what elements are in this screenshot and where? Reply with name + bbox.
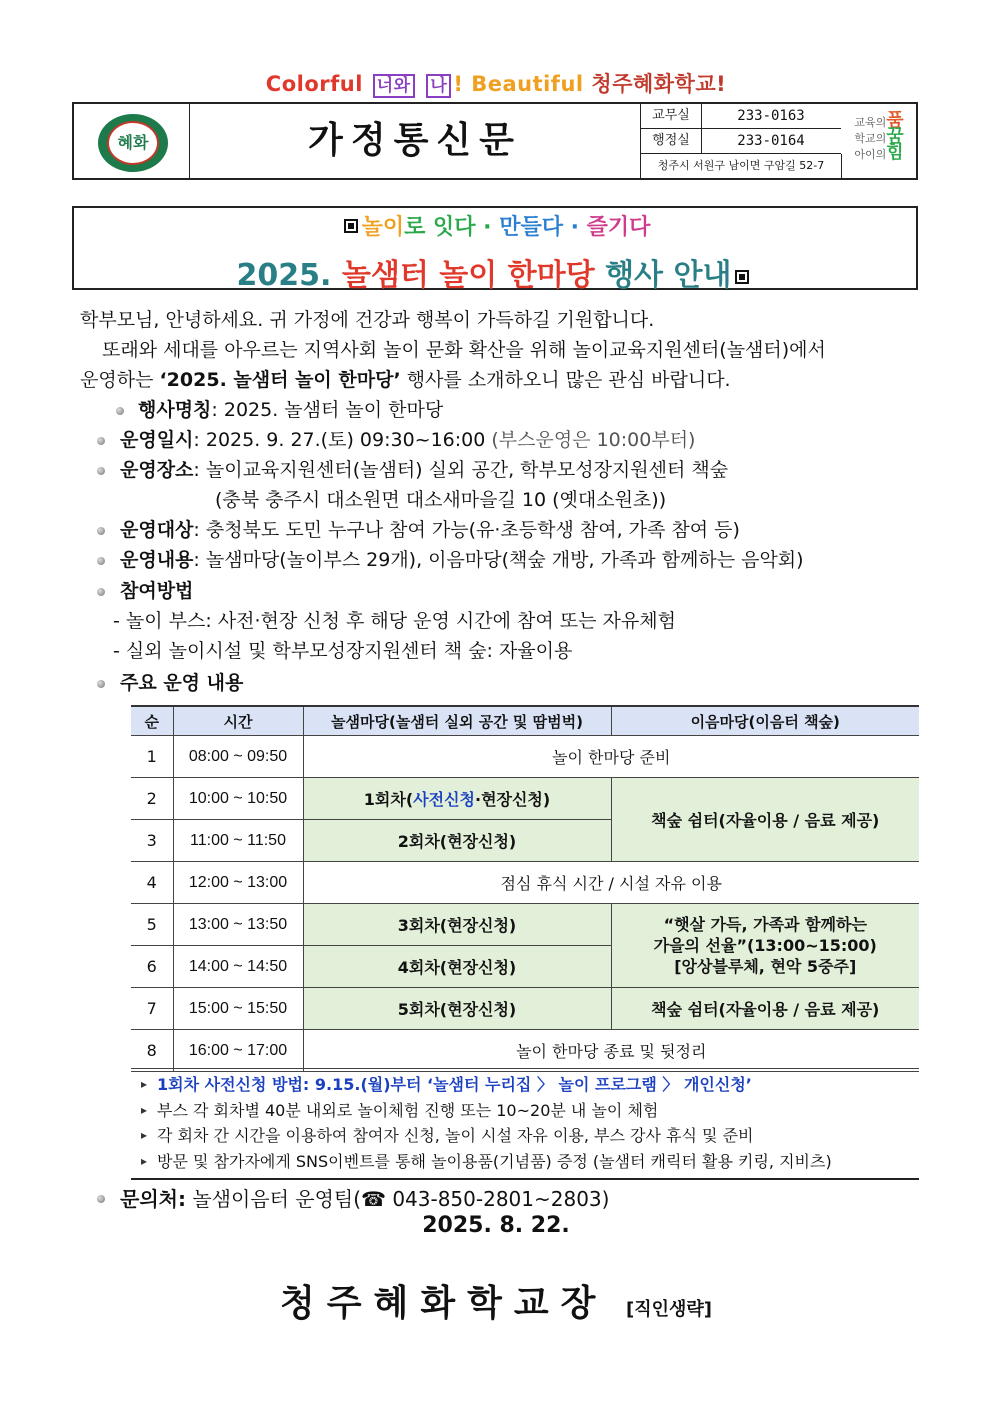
motto-line-3: 아이의: [854, 148, 887, 161]
square-bullet-icon: [735, 270, 749, 284]
slogan-beautiful: ! Beautiful: [453, 72, 584, 96]
office-row-1: [641, 104, 841, 129]
detail-schedule: 주요 운영 내용: [120, 672, 244, 694]
intro-line-2: 또래와 세대를 아우르는 지역사회 놀이 문화 확산을 위해 놀이교육지원센터(놀샘터)에서: [102, 339, 826, 361]
method-facility: - 실외 놀이시설 및 학부모성장지원센터 책 숲: 자율이용: [113, 640, 573, 662]
note-item: ▸ 각 회차 간 시간을 이용하여 참여자 신청, 놀이 시설 자유 이용, 부스 강사 휴식 및 준비: [131, 1123, 919, 1149]
motto-big-3: 힘: [886, 142, 904, 163]
seal-omitted: [직인생략]: [625, 1299, 712, 1320]
event-main-title: [74, 250, 916, 294]
table-row: [131, 736, 919, 778]
slogan-school: 청주혜화학교!: [591, 72, 727, 96]
row-no: 1: [131, 736, 173, 778]
bullet-icon: [97, 437, 105, 445]
office-phone-1: 233-0163: [737, 108, 805, 124]
col-header-no: 순: [131, 706, 173, 736]
table-header-row: [131, 706, 919, 736]
schedule-notes: [131, 1068, 919, 1180]
school-motto: [842, 104, 916, 178]
detail-place: 운영장소: 놀이교육지원센터(놀샘터) 실외 공간, 학부모성장지원센터 책숲: [120, 459, 729, 481]
row-time: 16:00 ~ 17:00: [173, 1030, 303, 1072]
row-merged: 놀이 한마당 준비: [303, 736, 919, 778]
intro-event-name: ‘2025. 놀샘터 놀이 한마당’: [159, 369, 401, 391]
contact-value: 놀샘이음터 운영팀(☎ 043-850-2801~2803): [185, 1187, 610, 1211]
letter-header: [72, 102, 918, 180]
motto-big-1: 품: [886, 110, 904, 131]
bullet-icon: [97, 557, 105, 565]
motto-big-2: 꿈: [886, 126, 904, 147]
office-label-1: 교무실: [641, 104, 702, 128]
motto-line-2: 학교의: [854, 132, 887, 145]
slogan-colorful: Colorful: [265, 72, 363, 96]
table-row: [131, 862, 919, 904]
logo-text: 혜화: [107, 121, 159, 165]
concert-line-1: “햇살 가득, 가족과 함께하는: [663, 915, 867, 934]
row-playground: 2회차(현장신청): [303, 820, 611, 862]
detail-date: 운영일시: 2025. 9. 27.(토) 09:30~16:00 (부스운영은 10:00부터): [120, 429, 696, 451]
subtitle-sep: ·: [562, 215, 587, 240]
col-header-bookforest: 이음마당(이음터 책숲): [611, 706, 919, 736]
pre-registration: 사전신청: [413, 790, 475, 809]
note-item: ▸ 방문 및 참가자에게 SNS이벤트를 통해 놀이용품(기념품) 증정 (놀샘터 캐릭터 활용 키링, 지비츠): [131, 1149, 919, 1175]
detail-method: 참여방법: [120, 580, 194, 602]
bullet-icon: [97, 467, 105, 475]
detail-place-address: (충북 충주시 대소원면 대소새마을길 10 (옛대소원초)): [215, 489, 667, 511]
row-no: 2: [131, 778, 173, 820]
subtitle-connect: 로 잇다 ·: [404, 215, 500, 240]
office-label-2: 행정실: [641, 129, 702, 153]
square-bullet-icon: [344, 219, 358, 233]
bullet-icon: [116, 407, 124, 415]
row-time: 11:00 ~ 11:50: [173, 820, 303, 862]
intro-line-3: 운영하는 ‘2025. 놀샘터 놀이 한마당’ 행사를 소개하오니 많은 관심 바랍니다.: [80, 369, 731, 391]
event-title-box: [72, 206, 918, 293]
main-title-guide: 행사 안내: [594, 258, 732, 293]
row-concert: [611, 904, 919, 988]
letter-title: 가정통신문: [190, 104, 641, 178]
row-merged: 점심 휴식 시간 / 시설 자유 이용: [303, 862, 919, 904]
motto-line-1: 교육의: [854, 116, 887, 129]
event-subtitle: [74, 210, 916, 241]
row-bookforest: 책숲 쉼터(자율이용 / 음료 제공): [611, 778, 919, 862]
subtitle-play: 놀이: [361, 215, 405, 240]
principal-name: 청주혜화학교장: [280, 1283, 608, 1324]
row-no: 7: [131, 988, 173, 1030]
office-phone-2: 233-0164: [737, 133, 805, 149]
school-slogan: [0, 68, 992, 98]
contact-label: 문의처:: [120, 1187, 186, 1211]
table-row: [131, 1030, 919, 1072]
row-time: 15:00 ~ 15:50: [173, 988, 303, 1030]
note-item: ▸ 부스 각 회차별 40분 내외로 놀이체험 진행 또는 10~20분 내 놀이 체험: [131, 1098, 919, 1124]
concert-line-2: 가을의 선율”(13:00~15:00): [653, 936, 877, 955]
table-row: [131, 988, 919, 1030]
school-address: 청주시 서원구 남이면 구암길 52-7: [641, 154, 842, 178]
detail-target: 운영대상: 충청북도 도민 누구나 참여 가능(유·초등학생 참여, 가족 참여 등): [120, 519, 740, 541]
principal-signature: [0, 1275, 992, 1326]
row-playground: 5회차(현장신청): [303, 988, 611, 1030]
row-no: 3: [131, 820, 173, 862]
note-item: ▸ 1회차 사전신청 방법: 9.15.(월)부터 ‘놀샘터 누리집 〉 놀이 프로그램 〉 개인신청’: [131, 1072, 919, 1098]
office-row-2: [641, 129, 841, 154]
row-time: 13:00 ~ 13:50: [173, 904, 303, 946]
bullet-icon: [97, 588, 105, 596]
row-merged: 놀이 한마당 종료 및 뒷정리: [303, 1030, 919, 1072]
bullet-icon: [97, 1195, 105, 1203]
method-booth: - 놀이 부스: 사전·현장 신청 후 해당 운영 시간에 참여 또는 자유체험: [113, 610, 676, 632]
row-playground: 3회차(현장신청): [303, 904, 611, 946]
main-title-event: 놀샘터 놀이 한마당: [341, 258, 595, 293]
row-time: 08:00 ~ 09:50: [173, 736, 303, 778]
row-no: 4: [131, 862, 173, 904]
main-title-year: 2025.: [236, 258, 342, 293]
logo-cell: [74, 104, 190, 178]
row-time: 12:00 ~ 13:00: [173, 862, 303, 904]
bullet-icon: [97, 527, 105, 535]
row-no: 8: [131, 1030, 173, 1072]
detail-content: 운영내용: 놀샘마당(놀이부스 29개), 이음마당(책숲 개방, 가족과 함께하는 음악회): [120, 549, 804, 571]
intro-line-1: 학부모님, 안녕하세요. 귀 가정에 건강과 행복이 가득하길 기원합니다.: [80, 309, 655, 331]
col-header-time: 시간: [173, 706, 303, 736]
col-header-playground: 놀샘마당(놀샘터 실외 공간 및 땀범벅): [303, 706, 611, 736]
school-logo: [98, 114, 168, 172]
table-row: [131, 778, 919, 820]
slogan-box-1: 너와: [373, 74, 415, 98]
table-row: [131, 904, 919, 946]
concert-line-3: [앙상블루체, 현악 5중주]: [674, 957, 857, 976]
row-no: 5: [131, 904, 173, 946]
detail-name: 행사명칭: 2025. 놀샘터 놀이 한마당: [138, 399, 444, 421]
subtitle-enjoy: 즐기다: [586, 215, 651, 240]
row-no: 6: [131, 946, 173, 988]
row-playground: 1회차(사전신청·현장신청): [303, 778, 611, 820]
row-bookforest: 책숲 쉼터(자율이용 / 음료 제공): [611, 988, 919, 1030]
issue-date: 2025. 8. 22.: [422, 1213, 570, 1238]
subtitle-make: 만들다: [499, 215, 563, 240]
row-time: 14:00 ~ 14:50: [173, 946, 303, 988]
slogan-box-2: 나: [426, 74, 451, 98]
row-playground: 4회차(현장신청): [303, 946, 611, 988]
contact-info: [120, 1183, 609, 1212]
bullet-icon: [97, 680, 105, 688]
schedule-table: [131, 705, 919, 1072]
row-time: 10:00 ~ 10:50: [173, 778, 303, 820]
